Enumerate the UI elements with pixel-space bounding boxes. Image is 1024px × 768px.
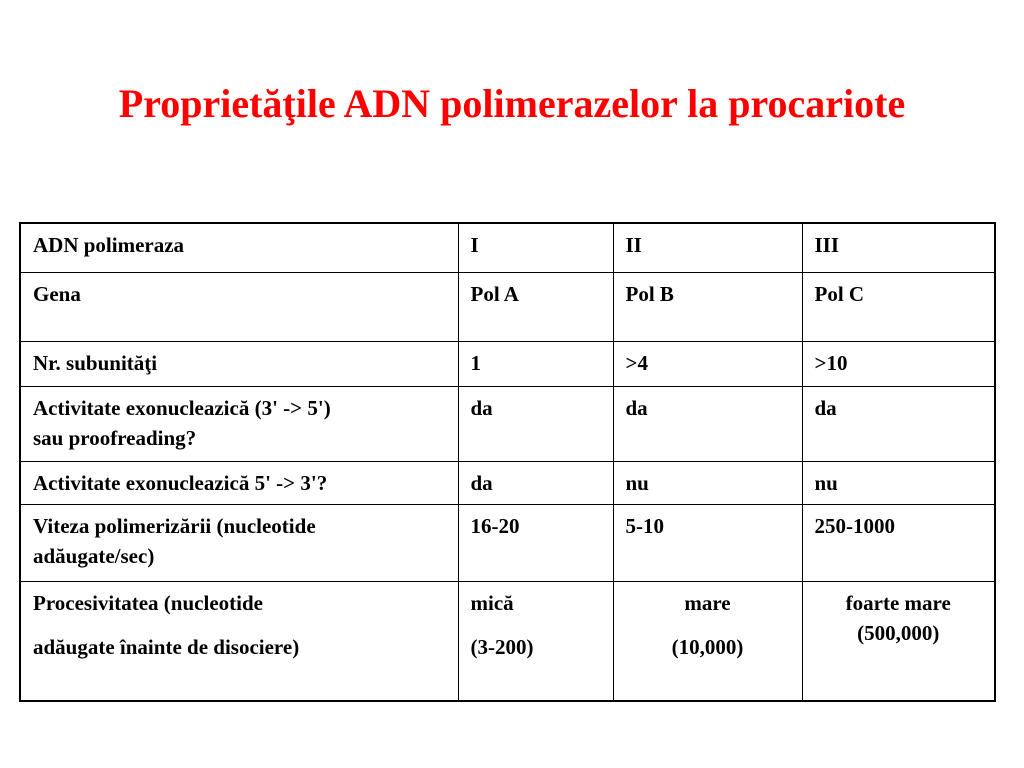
header-cell-label: ADN polimeraza <box>20 223 458 273</box>
table-cell: Pol B <box>613 273 802 342</box>
table-row-exonuclease-3-5 <box>20 387 995 462</box>
row-label-line: sau proofreading? <box>33 426 197 450</box>
table-row-procesivitate <box>20 582 995 702</box>
row-label-line: Activitate exonucleazică 5' -> 3'? <box>33 471 328 495</box>
cell-line: foarte mare <box>845 591 951 615</box>
header-cell-pol-iii: III <box>802 223 995 273</box>
table-cell: >4 <box>613 342 802 387</box>
table-cell: da <box>802 387 995 462</box>
table-cell: nu <box>802 462 995 505</box>
table-cell-pol-i <box>458 582 613 702</box>
header-cell-pol-i: I <box>458 223 613 273</box>
cell-line: (500,000) <box>857 621 940 645</box>
cell-line: (10,000) <box>671 635 744 659</box>
row-label-line: Procesivitatea (nucleotide <box>33 591 263 615</box>
row-label <box>20 462 458 505</box>
cell-line: (3-200) <box>470 635 534 659</box>
properties-table <box>19 222 996 702</box>
table-row-subunitati <box>20 342 995 387</box>
table-cell-pol-iii <box>802 582 995 702</box>
header-cell-pol-ii: II <box>613 223 802 273</box>
row-label-line: Viteza polimerizării (nucleotide <box>33 514 316 538</box>
table-cell: >10 <box>802 342 995 387</box>
table-header-row <box>20 223 995 273</box>
table-cell: da <box>613 387 802 462</box>
row-label-line: adăugate/sec) <box>33 544 155 568</box>
table-cell: da <box>458 387 613 462</box>
row-label-line: Gena <box>33 282 81 306</box>
table-cell: 5-10 <box>613 505 802 582</box>
table-row-viteza <box>20 505 995 582</box>
slide-title: Proprietăţile ADN polimerazelor la procariote <box>118 81 906 126</box>
cell-line: mică <box>470 591 514 615</box>
table-cell: 16-20 <box>458 505 613 582</box>
table-cell: Pol C <box>802 273 995 342</box>
row-label <box>20 387 458 462</box>
row-label <box>20 505 458 582</box>
row-label-line: Nr. subunităţi <box>33 351 158 375</box>
cell-line: mare <box>684 591 731 615</box>
table-cell: da <box>458 462 613 505</box>
table-cell-pol-ii <box>613 582 802 702</box>
table-cell: Pol A <box>458 273 613 342</box>
row-label-line: Activitate exonucleazică (3' -> 5') <box>33 396 331 420</box>
row-label <box>20 273 458 342</box>
table-cell: 250-1000 <box>802 505 995 582</box>
row-label <box>20 582 458 702</box>
table-cell: nu <box>613 462 802 505</box>
table-cell: 1 <box>458 342 613 387</box>
row-label-line: adăugate înainte de disociere) <box>33 635 300 659</box>
table-row-gena <box>20 273 995 342</box>
table-row-exonuclease-5-3 <box>20 462 995 505</box>
row-label <box>20 342 458 387</box>
